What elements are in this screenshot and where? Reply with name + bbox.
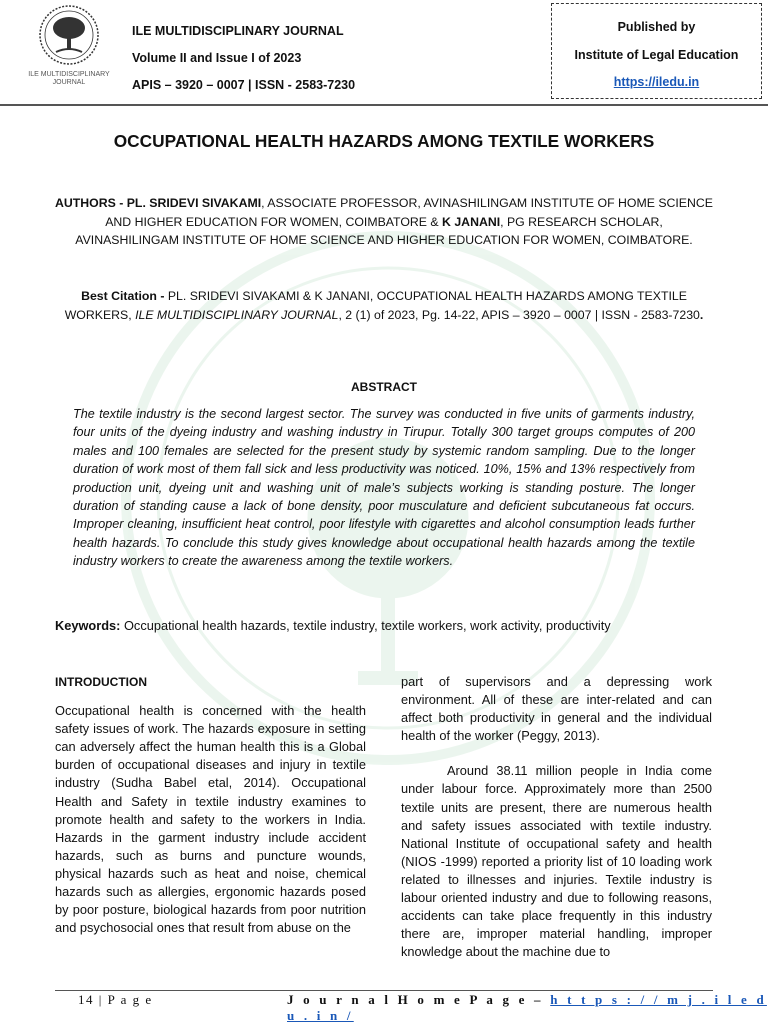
introduction-paragraph-1-continued: part of supervisors and a depressing work environment. All of these are inter-related and can affect both productivity in general and the individual health of the worker (Peggy, 2013). (401, 674, 712, 744)
keywords-label: Keywords: (55, 618, 121, 633)
tree-logo-icon (34, 4, 104, 66)
author-name-1: PL. SRIDEVI SIVAKAMI (126, 196, 262, 210)
publisher-name: Institute of Legal Education (574, 47, 739, 62)
introduction-paragraph-1: Occupational health is concerned with the health safety issues of work. The hazards exposure in setting can adversely affect the human health this is a Global burden of occupational diseases and injury in textile industry (Sudha Babel etal, 2014). Occupational Health and Safety in textile industry examines to promote health and safety to the workers in India. Hazards in the garment industry include accident hazards, such as burns and puncture wounds, physical hazards such as heat and noise, chemical hazards such as allergies, ergonomic hazards posed by poor posture, biological hazards from poor nutrition and psychosocial ones that result from abuse on the (55, 703, 366, 936)
citation-block: Best Citation - PL. SRIDEVI SIVAKAMI & K JANANI, OCCUPATIONAL HEALTH HAZARDS AMONG TEXTILE WORKERS, ILE MULTIDISCIPLINARY JOURNAL, 2 (1) of 2023, Pg. 14-22, APIS – 3920 – 0007 | ISSN - 2583-7230. (64, 289, 704, 322)
keywords-line (55, 617, 715, 635)
publisher-link[interactable]: https://iledu.in (613, 75, 700, 89)
publisher-box (551, 3, 762, 99)
introduction-paragraph-2: Around 38.11 million people in India come under labour force. Approximately more than 2500 textile units are present, there are numerous health and safety issues associated with textile industry. National Institute of occupational safety and health (NIOS -1999) reported a priority list of 10 loading work related to illnesses and injuries. Textile industry is labour oriented industry and due to following reasons, accidents can take place frequently in this industry there are, improper material handling, improper knowledge about the machine due to (401, 763, 712, 960)
column-left (55, 673, 366, 937)
journal-home-page: J o u r n a l H o m e P a g e – h t t p s : / / m j . i l e d u . i n / (287, 992, 767, 1023)
column-right (401, 673, 712, 961)
header-divider (0, 104, 768, 106)
authors-block: AUTHORS - PL. SRIDEVI SIVAKAMI, ASSOCIATE PROFESSOR, AVINASHILINGAM INSTITUTE OF HOME SCIENCE AND HIGHER EDUCATION FOR WOMEN, COIMBATORE & K JANANI, PG RESEARCH SCHOLAR, AVINASHILINGAM INSTITUTE OF HOME SCIENCE AND HIGHER EDUCATION FOR WOMEN, COIMBATORE. (55, 196, 713, 247)
journal-issn: APIS – 3920 – 0007 | ISSN - 2583-7230 (132, 78, 356, 92)
abstract-text: The textile industry is the second largest sector. The survey was conducted in five units of garments industry, four units of the dyeing industry and washing industry in Tirupur. Totally 300 target groups computes of 200 males and 100 females are selected for the present study by systemic random sampling. Due to the longer duration of work most of them fall sick and less productivity was noticed. 10%, 15% and 13% respectively from production unit, dyeing unit and washing unit of male’s subjects working is standing posture. The longer duration of standing cause a lack of bone density, poor musculature and deficient subcutaneous fat occurs. Improper cleaning, insufficient heat control, poor lifestyle with cigarettes and alcohol consumption leads further health hazards. To conclude this study gives knowledge about occupational health hazards among the textile industry workers to create the awareness among the textile workers. (73, 407, 695, 569)
author-name-2: K JANANI (442, 214, 501, 229)
journal-name: ILE MULTIDISCIPLINARY JOURNAL (132, 24, 344, 38)
journal-home-link[interactable]: h t t p s : / / m j . i l e d u . i n / (287, 992, 767, 1023)
published-by-label: Published by (617, 20, 696, 34)
journal-logo (10, 4, 128, 96)
keywords-text: Occupational health hazards, textile industry, textile workers, work activity, productivity (120, 618, 611, 633)
article-title: OCCUPATIONAL HEALTH HAZARDS AMONG TEXTILE WORKERS (113, 131, 655, 151)
journal-header-info (132, 18, 355, 99)
page-number: 14 | P a g e (78, 992, 153, 1007)
footer-divider (55, 990, 713, 991)
logo-caption: ILE MULTIDISCIPLINARY JOURNAL (28, 71, 110, 86)
abstract-heading: ABSTRACT (351, 380, 417, 394)
introduction-heading: INTRODUCTION (55, 675, 147, 689)
journal-volume: Volume II and Issue I of 2023 (132, 51, 302, 65)
